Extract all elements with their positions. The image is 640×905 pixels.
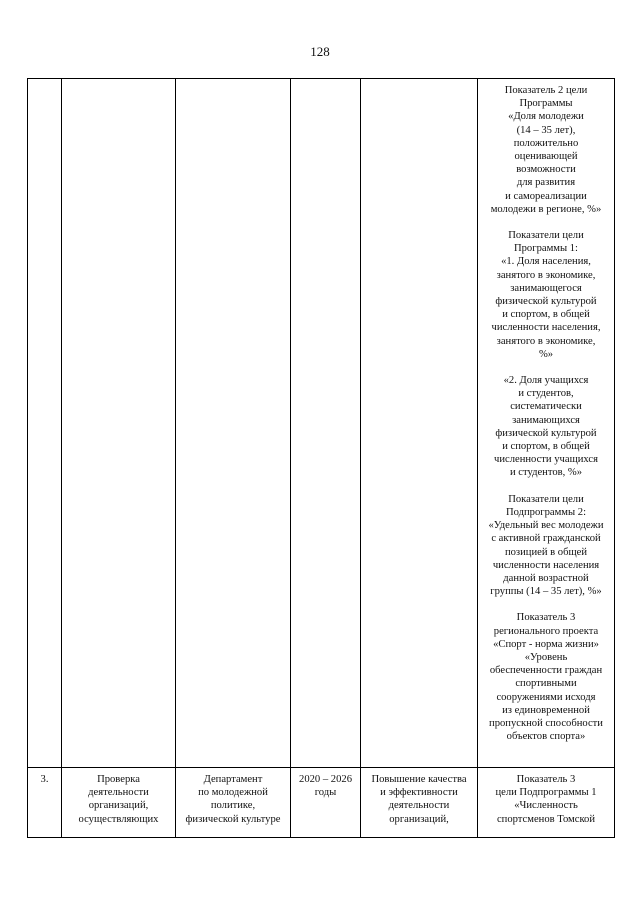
row-number: 3.: [40, 774, 49, 785]
cell-measure: [62, 79, 176, 768]
measure-text: Проверка деятельности организаций, осуществляющих: [78, 774, 159, 825]
indicator-block: Показатель 3 регионального проекта «Спорт - норма жизни» «Уровень обеспеченности граждан спортивными сооружениями исходя из единовременной пропускной способности объектов спорта»: [489, 612, 603, 743]
indicator-block: Показатель 2 цели Программы «Доля молодежи (14 – 35 лет), положительно оценивающей возможности для развития и самореализации молодежи в регионе, %»: [490, 85, 602, 215]
cell-executor: [176, 79, 291, 768]
indicator-block: Показатели цели Подпрограммы 2: «Удельный вес молодежи с активной гражданской позицией в общей численности населения данной возрастной группы (14 – 35 лет), %»: [488, 493, 604, 598]
indicator-text: Показатель 3 цели Подпрограммы 1 «Численность спортсменов Томской: [495, 774, 597, 825]
cell-result: [361, 79, 478, 768]
executor-text: Департамент по молодежной политике, физической культуре: [185, 774, 281, 825]
cell-period: [291, 79, 361, 768]
result-text: Повышение качества и эффективности деятельности организаций,: [371, 774, 467, 825]
period-text: 2020 – 2026 годы: [299, 774, 352, 799]
indicator-block: Показатели цели Программы 1: «1. Доля населения, занятого в экономике, занимающегося физической культурой и спортом, в общей численности населения, занятого в экономике, %»: [491, 230, 601, 360]
table-row-3: [28, 768, 615, 838]
measures-table: [27, 78, 615, 838]
cell-number: [28, 79, 62, 768]
table-row-continued: [28, 79, 615, 768]
cell-indicators: [478, 79, 615, 768]
indicator-block: «2. Доля учащихся и студентов, систематически занимающихся физической культурой и спортом, в общей численности учащихся и студентов, %»: [494, 375, 598, 479]
page-number: 128: [310, 44, 330, 59]
